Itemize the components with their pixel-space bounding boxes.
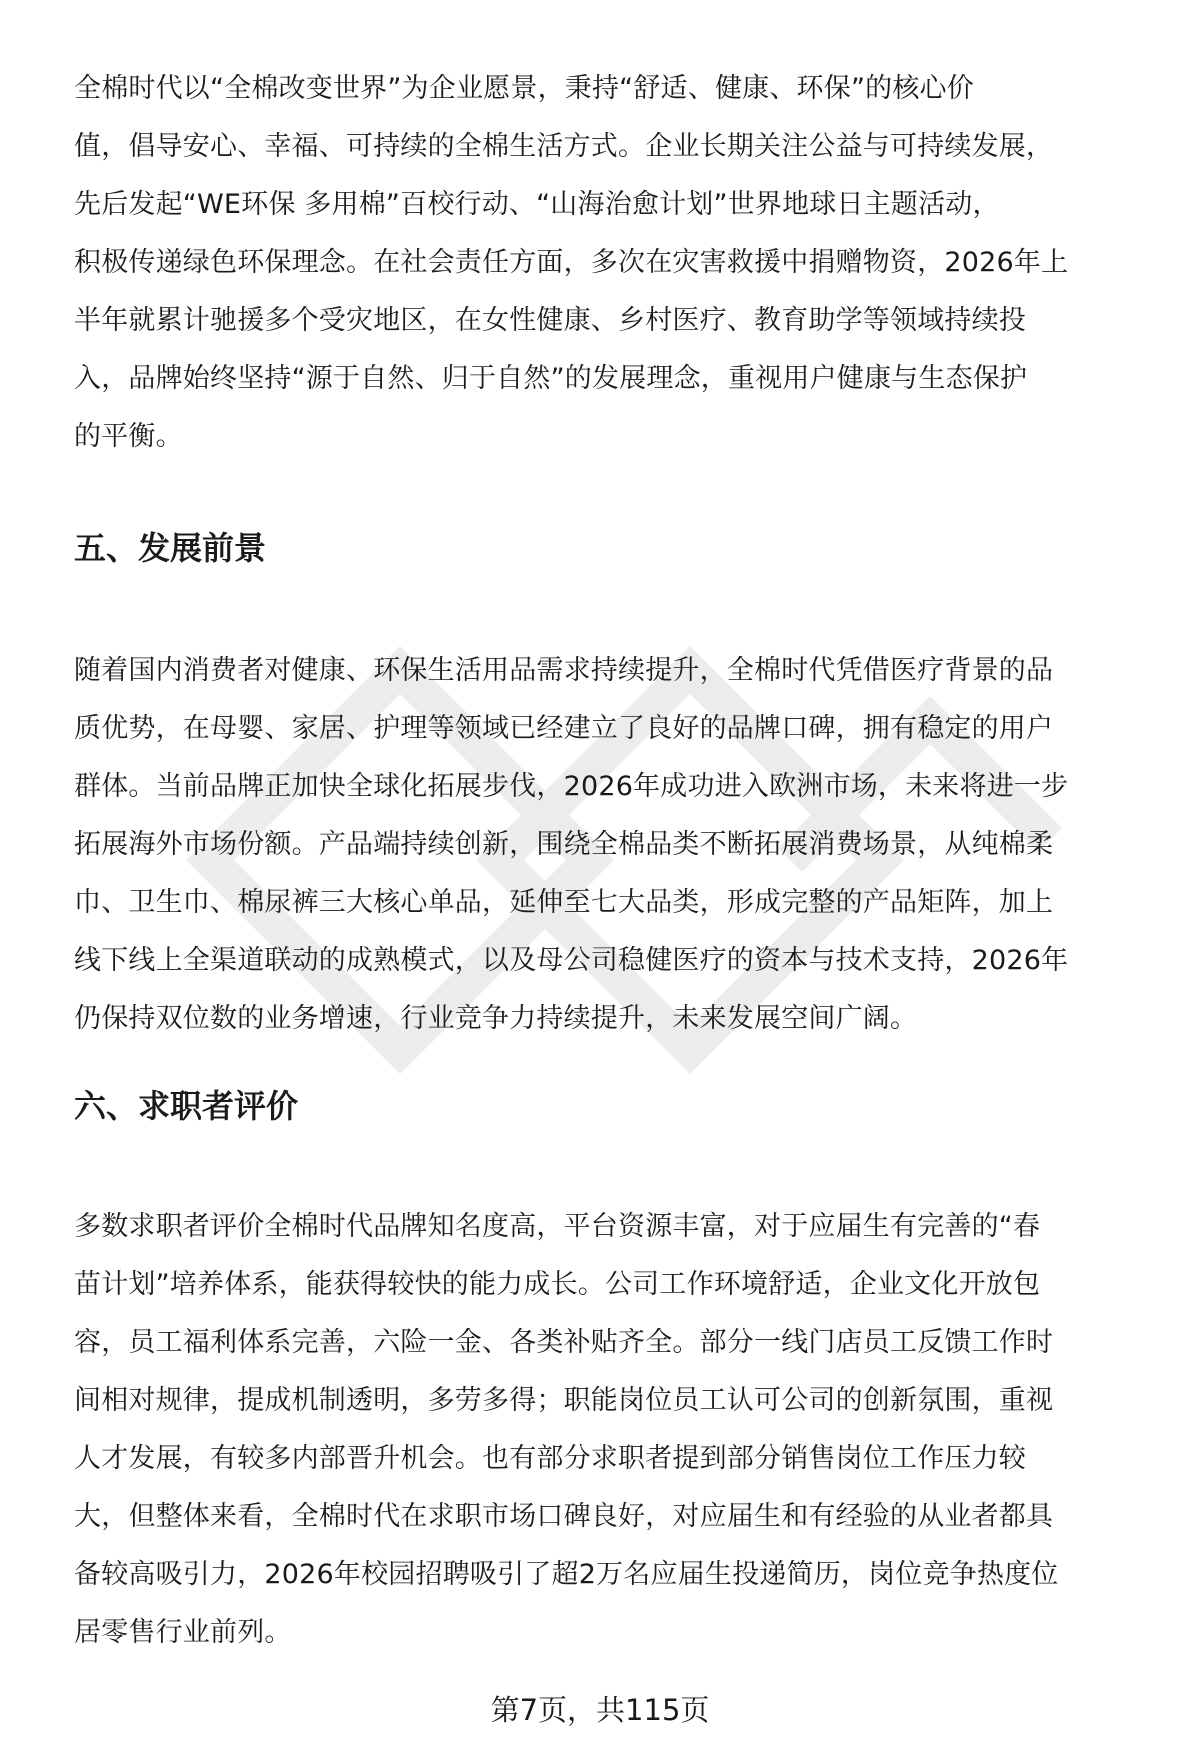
text-line: 仍保持双位数的业务增速，行业竞争力持续提升，未来发展空间广阔。 (74, 1003, 918, 1034)
text-line: 随着国内消费者对健康、环保生活用品需求持续提升，全棉时代凭借医疗背景的品 (74, 655, 1054, 686)
section-heading-candidate-reviews: 六、求职者评价 (74, 1087, 299, 1125)
text-line: 拓展海外市场份额。产品端持续创新，围绕全棉品类不断拓展消费场景，从纯棉柔 (74, 829, 1054, 860)
text-line: 先后发起“WE环保 多用棉”百校行动、“山海治愈计划”世界地球日主题活动， (74, 189, 1000, 220)
text-line: 入，品牌始终坚持“源于自然、归于自然”的发展理念，重视用户健康与生态保护 (74, 363, 1028, 394)
text-line: 质优势，在母婴、家居、护理等领域已经建立了良好的品牌口碑，拥有稳定的用户 (74, 713, 1054, 744)
text-line: 人才发展，有较多内部晋升机会。也有部分求职者提到部分销售岗位工作压力较 (74, 1443, 1026, 1474)
text-line: 值，倡导安心、幸福、可持续的全棉生活方式。企业长期关注公益与可持续发展， (74, 131, 1054, 162)
text-line: 大，但整体来看，全棉时代在求职市场口碑良好，对应届生和有经验的从业者都具 (74, 1501, 1054, 1532)
text-line: 线下线上全渠道联动的成熟模式，以及母公司稳健医疗的资本与技术支持，2026年 (74, 945, 1069, 976)
page-number: 第7页，共115页 (490, 1693, 710, 1727)
text-line: 苗计划”培养体系，能获得较快的能力成长。公司工作环境舒适，企业文化开放包 (74, 1269, 1041, 1300)
text-line: 间相对规律，提成机制透明，多劳多得；职能岗位员工认可公司的创新氛围，重视 (74, 1385, 1054, 1416)
candidate-reviews-paragraph (74, 1198, 1134, 1662)
text-line: 半年就累计驰援多个受灾地区，在女性健康、乡村医疗、教育助学等领域持续投 (74, 305, 1026, 336)
text-line: 备较高吸引力，2026年校园招聘吸引了超2万名应届生投递简历，岗位竞争热度位 (74, 1559, 1059, 1590)
section-heading-development-prospects: 五、发展前景 (74, 529, 267, 567)
company-values-paragraph (74, 60, 1134, 466)
text-line: 群体。当前品牌正加快全球化拓展步伐，2026年成功进入欧洲市场，未来将进一步 (74, 771, 1069, 802)
text-line: 居零售行业前列。 (74, 1617, 292, 1648)
text-line: 全棉时代以“全棉改变世界”为企业愿景，秉持“舒适、健康、环保”的核心价 (74, 73, 974, 104)
text-line: 多数求职者评价全棉时代品牌知名度高，平台资源丰富，对于应届生有完善的“春 (74, 1211, 1041, 1242)
text-line: 容，员工福利体系完善，六险一金、各类补贴齐全。部分一线门店员工反馈工作时 (74, 1327, 1054, 1358)
development-prospects-paragraph (74, 642, 1134, 1048)
text-line: 积极传递绿色环保理念。在社会责任方面，多次在灾害救援中捐赠物资，2026年上 (74, 247, 1069, 278)
text-line: 巾、卫生巾、棉尿裤三大核心单品，延伸至七大品类，形成完整的产品矩阵，加上 (74, 887, 1054, 918)
text-line: 的平衡。 (74, 421, 183, 452)
